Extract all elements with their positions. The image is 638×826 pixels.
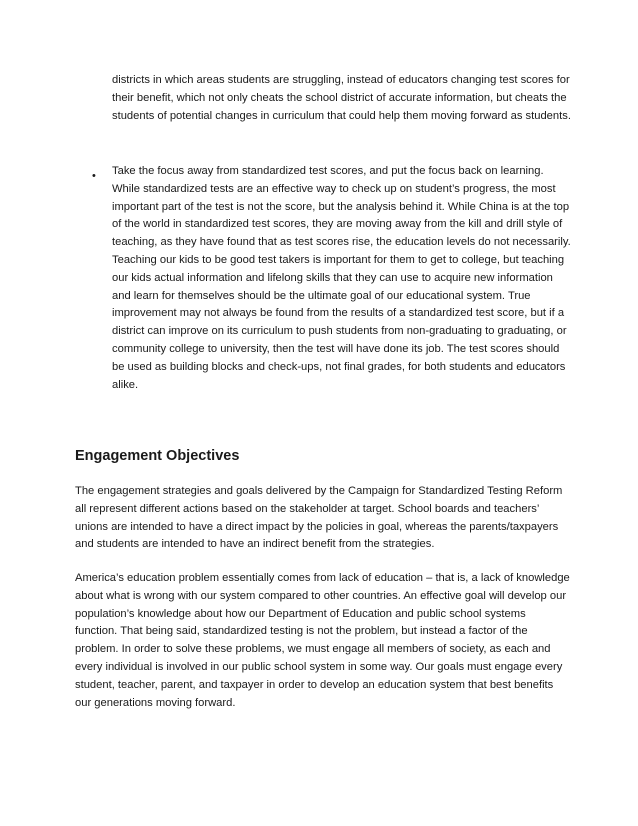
bullet-paragraph: Take the focus away from standardized test scores, and put the focus back on learning. While standardized tests are an effective way to check up on student’s progress, the most important part of the test is not the score, but the analysis behind it. While China is at the top of the world in standardized test scores, they are moving away from the kill and drill style of teaching, as they have found that as test scores rise, the education levels do not necessarily. Teaching our kids to be good test takers is important for them to get to college, but teaching our kids actual information and lifelong skills that they can use to acquire new information and learn for themselves should be the ultimate goal of our educational system. True improvement may not always be found from the results of a standardized test score, but if a district can improve on its curriculum to push students from non-graduating to graduating, or community college to university, then the test will have done its job. The test scores should be used as building blocks and check-ups, not final grades, for both students and educators alike.: [112, 165, 571, 391]
section-paragraph-1: The engagement strategies and goals delivered by the Campaign for Standardized Testing Reform all represent different actions based on the stakeholder at target. School boards and teachers’ unions are intended to have a direct impact by the policies in goal, whereas the parents/taxpayers and students are intended to have an indirect benefit from the strategies.: [75, 485, 563, 551]
section-paragraph-2: America’s education problem essentially comes from lack of education – that is, a lack of knowledge about what is wrong with our system compared to other countries. An effective goal will develop our population’s knowledge about how our Department of Education and public school systems function. That being said, standardized testing is not the problem, but instead a factor of the problem. In order to solve these problems, we must engage all members of society, as each and every individual is involved in our public school system in some way. Our goals must engage every student, teacher, parent, and taxpayer in order to develop an education system that best benefits our generations moving forward.: [75, 572, 570, 709]
section-heading: Engagement Objectives: [75, 448, 240, 464]
continuation-paragraph: districts in which areas students are struggling, instead of educators changing test scores for their benefit, which not only cheats the school district of accurate information, but cheats the students of potential changes in curriculum that could help them moving forward as students.: [112, 74, 571, 122]
bullet-marker: •: [92, 170, 96, 182]
